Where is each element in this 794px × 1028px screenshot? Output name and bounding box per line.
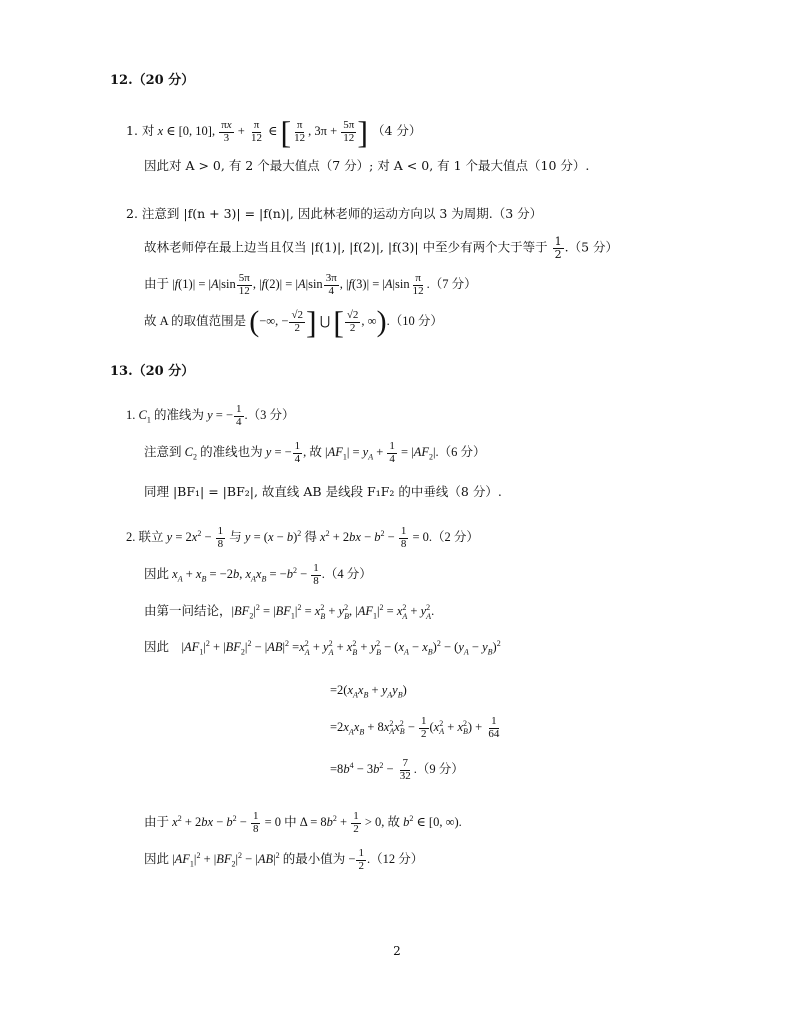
q12-part2-text4: 故 A 的取值范围是 xyxy=(144,313,247,328)
q12-part1-number: 1. xyxy=(126,122,138,138)
q13-part2-line7: $=8b^4 - 3b^2$ − $\frac{7}{32}$ .（9 分） xyxy=(330,757,464,782)
q12-part2-points2: .（5 分） xyxy=(564,239,618,255)
q12-heading: 12.（20 分） xyxy=(110,73,195,88)
q13-part2-line9: 因此 $|AF_1|^2 + |BF_2|^2 - |AB|^2$ 的最小值为 − $\frac{1}{2}$ .（12 分） xyxy=(144,847,424,872)
q12-part1-line1: 1. 对 x ∈ [0, 10], $\frac{\pi x}{3}$ + $\frac{\pi}{12}$ ∈ [ $\frac{\pi}{12}$ , 3π + $\frac{5\pi}{12}$ ] （4 分） xyxy=(126,114,422,150)
q12-part2-line1 xyxy=(126,206,542,221)
q12-part2-text2: 故林老师停在最上边当且仅当 |f(1)|, |f(2)|, |f(3)| 中至少有两个大于等于 xyxy=(144,239,548,255)
q12-part2-line2: 故林老师停在最上边当且仅当 |f(1)|, |f(2)|, |f(3)| 中至少有两个大于等于 $\frac{1}{2}$ .（5 分） xyxy=(144,235,618,261)
q12-part2-line3: 由于 |f(1)| = |A|sin $\frac{5\pi}{12}$ , |f(2)| = |A|sin $\frac{3\pi}{4}$ , |f(3)| = |A|sin $\frac{\pi}{12}$ .（7 分） xyxy=(144,272,477,297)
q13-part1-line2: 注意到 $C_2$ 的准线也为 y = − $\frac{1}{4}$ , 故 $|AF_1| = y_A$ + $\frac{1}{4}$ = $|AF_2|.(6$ 分） xyxy=(144,440,486,465)
q12-part2-number: 2. xyxy=(126,206,138,221)
q13-part2-points8: . xyxy=(458,814,462,829)
q13-part2-line5: $=2(x_Ax_B + y_Ay_B)$ xyxy=(330,683,407,700)
q12-part1-line2: 因此对 A > 0, 有 2 个最大值点（7 分）; 对 A < 0, 有 1 个最大值点（10 分）. xyxy=(144,158,590,173)
q13-part2-line3: 由第一问结论，$|BF_2|^2 = |BF_1|^2 = x^2_B + y^2_B$, $|AF_1|^2 = x^2_A + y^2_A$. xyxy=(144,602,435,621)
q12-part2-points4: .（10 分） xyxy=(386,313,443,328)
q13-part2-number: 2. xyxy=(126,529,136,544)
q13-part2-points9: .（12 分） xyxy=(366,851,424,866)
q13-part2-line1: 2. 联立 $y = 2x^2$ − $\frac{1}{8}$ 与 $y = (x - b)^2$ 得 $x^2 + 2bx - b^2$ − $\frac{1}{8}$ = 0.（2 分） xyxy=(126,525,479,550)
q12-part2-text1: 注意到 |f(n + 3)| = |f(n)|, 因此林老师的运动方向以 3 为周期.（3 分） xyxy=(141,206,543,221)
q13-part2-text4: 因此 xyxy=(144,640,170,654)
q13-part2-line2: 因此 $x_A + x_B = -2b$, $x_Ax_B = -b^2$ − $\frac{1}{8}$ .（4 分） xyxy=(144,562,372,587)
q13-part2-points2: .（4 分） xyxy=(321,566,372,581)
q13-part1-line1: 1. $C_1$ 的准线为 y = − $\frac{1}{4}$ .（3 分） xyxy=(126,403,295,428)
q13-part2-line8: 由于 $x^2 + 2bx - b^2$ − $\frac{1}{8}$ = 0 中 $\Delta = 8b^2$ + $\frac{1}{2}$ > 0, 故 $b^2$ ∈ [0, ∞). xyxy=(144,810,462,835)
q13-part1-line3: 同理 |BF₁| = |BF₂|, 故直线 AB 是线段 F₁F₂ 的中垂线（8 分）. xyxy=(144,484,502,499)
q13-part2-points7: .（9 分） xyxy=(413,761,464,776)
q12-part2-line4: 故 A 的取值范围是 (−∞, − $\frac{√2}{2}$ ] ⋃ [ $\frac{√2}{2}$ , ∞).（10 分） xyxy=(144,304,443,340)
q13-heading: 13.（20 分） xyxy=(110,364,195,379)
q13-part1-number: 1. xyxy=(126,407,136,422)
page-number: 2 xyxy=(393,944,401,958)
q13-part1-points2: .（6 分） xyxy=(435,444,486,459)
q13-part1-points1: .（3 分） xyxy=(244,407,295,422)
q13-part2-line4: 因此 $|AF_1|^2 + |BF_2|^2 - |AB|^2 =x^2_A + y^2_A + x^2_B + y^2_B - (x_A - x_B)^2 - (y_A - y_B)^2$ xyxy=(144,638,501,657)
q12-part1-points: （4 分） xyxy=(371,122,422,138)
q12-part2-points3: .（7 分） xyxy=(426,276,477,291)
q13-part2-text3: 由第一问结论， xyxy=(144,604,232,618)
q13-part2-text9: 的最小值为 xyxy=(282,851,346,866)
q13-part2-line6: $=2x_Ax_B + 8x^2_Ax^2_B$ − $\frac{1}{2}$ $(x^2_A + x^2_B)$ + $\frac{1}{64}$ xyxy=(330,715,500,740)
q13-part2-points1: .（2 分） xyxy=(428,529,479,544)
